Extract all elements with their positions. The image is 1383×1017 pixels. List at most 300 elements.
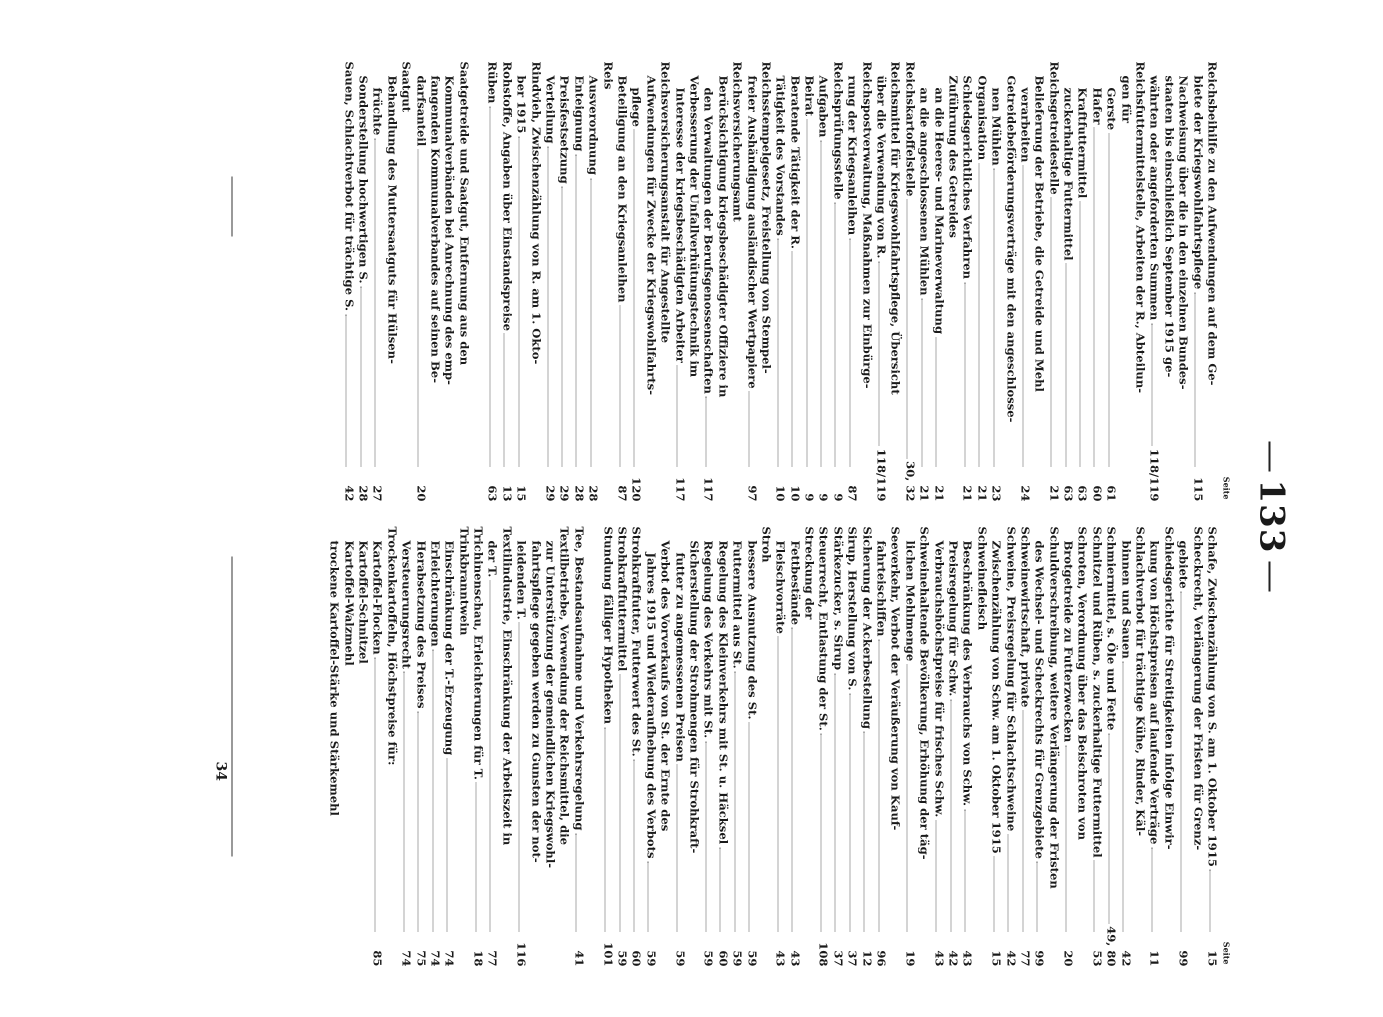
index-entry	[1148, 527, 1162, 967]
entry-page: 23	[989, 485, 1004, 502]
entry-page: 15	[514, 485, 529, 502]
index-entry	[1148, 62, 1162, 502]
index-entry	[1176, 527, 1190, 967]
index-entry	[1018, 527, 1032, 967]
entry-page: 9	[831, 493, 846, 502]
entry-page: 99	[1176, 950, 1191, 967]
leader-dots	[1195, 292, 1196, 466]
index-entry	[572, 62, 586, 502]
footer-rules	[222, 177, 242, 857]
entry-text: Strohkraftfuttermittel	[615, 526, 630, 672]
entry-text: Zuführung des Getreides	[946, 75, 961, 238]
leader-dots	[979, 163, 980, 466]
entry-text: Futtermittel aus St.	[730, 540, 745, 669]
index-entry	[673, 62, 687, 502]
entry-text: Schiedsgerichte für Streitigkeiten infolge Einwir-	[1162, 526, 1177, 850]
leader-dots	[964, 809, 965, 931]
index-entry	[989, 62, 1003, 502]
entry-page: 41	[572, 950, 587, 967]
entry-text: Interesse der kriegsbeschädigten Arbeiter	[673, 87, 688, 363]
entry-text: Belieferung der Betriebe, die Getreide und Mehl	[1032, 75, 1047, 392]
entry-page: 28	[572, 485, 587, 502]
leader-dots	[806, 119, 807, 466]
entry-text: über die Verwendung von R.	[874, 75, 889, 259]
entry-text: Preisfestsetzung	[557, 75, 572, 184]
scanned-page	[0, 17, 1367, 1017]
entry-page: 117	[673, 477, 688, 502]
entry-page: 43	[788, 950, 803, 967]
entry-page: 13	[500, 485, 515, 502]
entry-text: biete der Kriegswohlfahrtspflege	[1191, 75, 1206, 290]
leader-dots	[1051, 198, 1052, 467]
index-entry	[716, 527, 730, 967]
index-entry	[1104, 527, 1118, 967]
entry-text: der T.	[485, 540, 500, 578]
leader-dots	[475, 783, 476, 932]
entry-text: den Verwaltungen der Berufsgenossenschaften	[701, 87, 716, 394]
index-entry	[1061, 527, 1075, 967]
index-entry	[529, 527, 543, 967]
index-entry	[946, 62, 960, 502]
entry-text: Reichsbeihilfe zu den Aufwendungen auf dem Ge-	[1205, 61, 1220, 386]
entry-page: 77	[1018, 950, 1033, 967]
index-entry	[946, 527, 960, 967]
leader-dots	[633, 760, 634, 932]
entry-page: 115	[1191, 477, 1206, 502]
leader-dots	[1108, 733, 1109, 923]
left-entries	[342, 62, 1220, 502]
entry-text: Herabsetzung des Preises	[414, 540, 429, 709]
entry-text: Brotgetreide zu Futterzwecken	[1061, 540, 1076, 743]
leader-dots	[907, 199, 908, 458]
entry-text: staaten bis einschließlich September 1915 ge-	[1162, 75, 1177, 378]
index-entry	[500, 527, 514, 967]
leader-dots	[605, 727, 606, 931]
entry-text: Schiedsgerichtliches Verfahren	[960, 75, 975, 280]
entry-text: Trichinenschau, Erleichterungen für T.	[471, 526, 486, 780]
entry-text: Schroten, Verordnung über das Beischroten von	[1076, 526, 1090, 841]
entry-page: 29	[543, 485, 558, 502]
leader-dots	[1022, 165, 1023, 466]
entry-text: Behandlung des Muttersaatguts für Hülsen-	[385, 75, 400, 364]
entry-page: 63	[485, 485, 500, 502]
index-entry	[558, 62, 572, 502]
leader-dots	[1094, 861, 1095, 932]
entry-text: Jahres 1915 und Wiederaufhebung des Verbots	[644, 552, 659, 859]
entry-text: Aufwendungen für Zwecke der Kriegswohlfahrts-	[644, 75, 659, 396]
leader-dots	[1080, 201, 1081, 466]
index-entry	[1191, 62, 1205, 502]
entry-text: fangenden Kommunalverbandes auf seinen Be-	[428, 75, 443, 384]
entry-page: 10	[788, 485, 803, 502]
entry-text: verarbeiten	[1018, 87, 1033, 163]
index-entry	[1047, 527, 1061, 967]
index-entry	[1191, 527, 1205, 967]
leader-dots	[1152, 323, 1153, 446]
entry-text: Reichsversicherungsanstalt für Angestellte	[658, 61, 673, 343]
leader-dots	[432, 650, 433, 932]
entry-text: Kartoffel-Walzmehl	[342, 540, 357, 666]
entry-text: Schweinefleisch	[975, 526, 990, 631]
entry-page: 59	[745, 950, 759, 967]
index-entry	[1061, 62, 1075, 502]
index-entry	[1047, 62, 1061, 502]
entry-page: 24	[1018, 485, 1033, 502]
entry-text: fahrtspflege gegeben werden zu Gunsten der not-	[529, 540, 544, 863]
entry-text: Steuerrecht, Entlastung der St.	[816, 526, 831, 731]
index-entry	[399, 62, 413, 502]
leader-dots	[576, 833, 577, 931]
index-entry	[486, 527, 500, 967]
entry-text: Fleischvorräte	[773, 540, 788, 634]
leader-dots	[562, 187, 563, 467]
entry-text: Schweine, Preisregelung für Schlachtschweine	[1004, 526, 1019, 832]
index-entry	[701, 62, 715, 502]
entry-page: 43	[960, 950, 975, 967]
leader-dots	[1108, 133, 1109, 466]
leader-dots	[403, 672, 404, 932]
entry-page: 87	[615, 485, 630, 502]
entry-page: 101	[601, 942, 616, 967]
entry-page: 11	[1147, 950, 1162, 967]
entry-page: 75	[414, 950, 429, 967]
entry-text: Reichskartoffelstelle	[903, 61, 918, 197]
entry-page: 87	[845, 485, 860, 502]
entry-page: 21	[932, 485, 947, 502]
index-entry	[342, 62, 356, 502]
entry-page: 15	[1205, 950, 1220, 967]
leader-dots	[576, 154, 577, 466]
leader-dots	[878, 639, 879, 931]
entry-page: 74	[428, 950, 443, 967]
entry-text: Tätigkeit des Vorstandes	[773, 75, 788, 236]
leader-dots	[749, 392, 750, 467]
index-entry	[687, 527, 701, 967]
index-entry	[601, 62, 615, 502]
index-entry	[860, 527, 874, 967]
entry-text: Rüben	[485, 61, 500, 104]
leader-dots	[835, 673, 836, 931]
entry-text: Verbrauchshöchstpreise für frisches Schw.	[932, 540, 947, 818]
index-entry	[1162, 62, 1176, 502]
entry-text: Schlachtverbot für trächtige Kühe, Rinder, Käl-	[1133, 526, 1148, 837]
entry-text: binnen und Sauen	[1119, 540, 1134, 659]
index-entry	[414, 527, 428, 967]
entry-text: Sicherung der Ackerbestellung	[860, 526, 875, 729]
index-entry	[831, 527, 845, 967]
index-entry	[745, 62, 759, 502]
index-entry	[586, 62, 600, 502]
index-entry	[1133, 527, 1147, 967]
entry-page: 42	[342, 485, 357, 502]
index-entry	[514, 62, 528, 502]
entry-text: freier Aushändigung ausländischer Wertpapiere	[745, 75, 759, 389]
entry-page: 20	[1061, 950, 1076, 967]
entry-text: Beirat	[802, 75, 817, 117]
index-entry	[529, 62, 543, 502]
entry-text: Sauen, Schlachtverbot für trächtige S.	[342, 61, 357, 312]
leader-dots	[936, 337, 937, 466]
index-entry	[889, 527, 903, 967]
entry-text: kung von Höchstpreisen auf laufende Verträge	[1147, 540, 1162, 845]
right-entries	[327, 527, 1219, 967]
leader-dots	[993, 169, 994, 467]
entry-text: Reichsstempelgesetz, Freistellung von Stempel-	[759, 61, 774, 374]
leader-dots	[677, 765, 678, 932]
leader-dots	[849, 693, 850, 931]
leader-dots	[1065, 745, 1066, 931]
index-entry	[414, 62, 428, 502]
entry-page: 77	[485, 950, 500, 967]
entry-text: Reichsmittel für Kriegswohlfahrtspflege, Übersicht	[888, 61, 903, 395]
entry-text: Kartoffel-Schnitzel	[356, 540, 371, 664]
entry-text: Aufgaben	[816, 75, 831, 138]
entry-text: Fettbestände	[788, 540, 803, 625]
index-entry	[802, 62, 816, 502]
entry-page: 108	[816, 942, 831, 967]
entry-text: Reichsprüfungsstelle	[831, 61, 846, 200]
index-entry	[1090, 527, 1104, 967]
entry-page: 63	[1061, 485, 1076, 502]
entry-text: Seeverkehr, Verbot der Veräußerung von Kauf-	[888, 526, 903, 831]
index-entry	[1205, 527, 1219, 967]
entry-page: 10	[773, 485, 788, 502]
entry-text: früchte	[370, 87, 385, 136]
entry-text: leidenden T.	[514, 540, 529, 620]
index-entry	[860, 62, 874, 502]
entry-text: Schafe, Zwischenzählung von S. am 1. Oktober 1915	[1205, 526, 1220, 867]
entry-page: 60	[629, 950, 644, 967]
index-entry	[874, 62, 888, 502]
index-entry	[989, 527, 1003, 967]
index-entry	[356, 62, 370, 502]
leader-dots	[777, 637, 778, 932]
index-entry	[773, 527, 787, 967]
index-entry	[1176, 62, 1190, 502]
index-entry	[428, 527, 442, 967]
leader-dots	[633, 130, 634, 467]
entry-text: Rindvieh, Zwischenzählung von R. am 1. Okto-	[529, 61, 544, 365]
index-entry	[960, 527, 974, 967]
entry-text: zur Unterstützung der gemeindlichen Kriegswohl-	[543, 540, 558, 869]
entry-page: 59	[701, 950, 716, 967]
entry-text: Sonderstellung hochwertigen S.	[356, 75, 371, 284]
entry-page: 43	[773, 950, 788, 967]
leader-dots	[777, 239, 778, 467]
index-entry	[831, 62, 845, 502]
entry-text: Sirup, Herstellung von S.	[845, 526, 860, 691]
entry-page: 37	[845, 950, 860, 967]
index-column-right	[327, 527, 1231, 967]
entry-text: lichen Mehlmenge	[903, 540, 918, 662]
index-entry	[385, 527, 399, 967]
leader-dots	[936, 820, 937, 931]
leader-dots	[446, 758, 447, 931]
page-number-dash-left	[1269, 442, 1271, 472]
entry-text: Beschränkung des Verbrauchs von Schw.	[960, 540, 975, 807]
index-entry	[658, 62, 672, 502]
entry-page: 116	[514, 942, 529, 967]
entry-page: 61	[1104, 485, 1119, 502]
entry-text: Strohkraftfutter, Futterwert des St.	[629, 526, 644, 757]
leader-dots	[360, 287, 361, 467]
entry-page: 27	[370, 485, 385, 502]
entry-text: Stundung fälliger Hypotheken	[601, 526, 616, 725]
index-entry	[932, 527, 946, 967]
entry-page: 60	[716, 950, 731, 967]
index-entry	[1018, 62, 1032, 502]
index-entry	[745, 527, 759, 967]
index-entry	[356, 527, 370, 967]
leader-dots	[792, 252, 793, 467]
leader-dots	[705, 397, 706, 467]
entry-text: Rohstoffe, Angaben über Einstandspreise	[500, 61, 515, 331]
index-entry	[1032, 527, 1046, 967]
index-entry	[802, 527, 816, 967]
entry-text: ber 1915	[514, 75, 529, 134]
entry-text: Scheckrecht, Verlängerung der Fristen für Grenz-	[1191, 526, 1206, 851]
leader-dots	[518, 623, 519, 932]
entry-text: Regelung des Verkehrs mit St.	[701, 540, 716, 739]
index-entry	[1032, 62, 1046, 502]
entry-text: des Wechsel- und Scheckrechts für Grenzgebiete	[1032, 540, 1047, 859]
index-entry	[960, 62, 974, 502]
index-entry	[644, 527, 658, 967]
index-entry	[730, 527, 744, 967]
leader-dots	[705, 741, 706, 931]
entry-text: Beteiligung an den Kriegsanleihen	[615, 75, 630, 303]
entry-page: 63	[1076, 485, 1090, 502]
leader-dots	[821, 734, 822, 932]
entry-page: 21	[917, 485, 932, 502]
index-entry	[457, 527, 471, 967]
index-entry	[601, 527, 615, 967]
leader-dots	[993, 857, 994, 932]
entry-text: Stroh	[759, 526, 774, 563]
index-entry	[644, 62, 658, 502]
entry-page: 117	[701, 477, 716, 502]
entry-text: Kartoffel-Flocken	[370, 540, 385, 655]
index-entry	[1004, 62, 1018, 502]
leader-dots	[835, 203, 836, 467]
entry-text: Verteilung	[543, 75, 558, 144]
index-entry	[615, 527, 629, 967]
entry-text: Enteignung	[572, 75, 587, 152]
leader-dots	[1094, 127, 1095, 466]
leader-dots	[504, 334, 505, 467]
entry-text: Reichsgetreidestelle	[1047, 61, 1062, 195]
index-entry	[370, 527, 384, 967]
entry-text: Schweinehaltende Bevölkerung, Erhöhung der täg-	[917, 526, 932, 860]
index-entry	[687, 62, 701, 502]
index-entry	[327, 527, 341, 967]
entry-text: Sicherstellung der Strohmengen für Strohkraft-	[687, 540, 702, 854]
entry-page: 60	[1090, 485, 1105, 502]
entry-text: pflege	[629, 87, 644, 127]
page-number: 133	[1251, 479, 1292, 554]
leader-dots	[1123, 662, 1124, 932]
leader-dots	[490, 580, 491, 931]
index-entry	[428, 62, 442, 502]
entry-text: Ausverordnung	[586, 75, 601, 176]
index-entry	[975, 527, 989, 967]
index-entry	[773, 62, 787, 502]
leader-dots	[921, 299, 922, 467]
index-entry	[615, 62, 629, 502]
entry-page: 28	[356, 485, 371, 502]
index-entry	[543, 527, 557, 967]
column-header-left: Seite	[1221, 476, 1232, 500]
entry-text: Schuldverschreibung, weitere Verlängerung der Fristen	[1047, 526, 1062, 889]
index-entry	[399, 527, 413, 967]
leader-dots	[490, 106, 491, 466]
index-entry	[471, 527, 485, 967]
entry-text: Textilbetriebe, Verwendung der Reichsmittel, die	[557, 526, 572, 846]
entry-text: Nachweisung über die in den einzelnen Bundes-	[1176, 75, 1191, 390]
entry-page: 59	[730, 950, 745, 967]
entry-page: 21	[960, 485, 975, 502]
entry-page: 120	[629, 477, 644, 502]
entry-page: 59	[615, 950, 630, 967]
leader-dots	[720, 847, 721, 931]
index-entry	[788, 62, 802, 502]
entry-page: 49, 80	[1104, 926, 1119, 967]
leader-dots	[619, 306, 620, 467]
entry-text: Stärkezucker, s. Sirup	[831, 526, 846, 671]
entry-text: Gerste	[1104, 87, 1119, 131]
index-entry	[788, 527, 802, 967]
index-entry	[1004, 527, 1018, 967]
leader-dots	[1180, 592, 1181, 932]
leader-dots	[1065, 264, 1066, 467]
entry-page: 37	[831, 950, 846, 967]
leader-dots	[1036, 862, 1037, 932]
entry-text: Reichsversicherungsamt	[730, 61, 745, 222]
entry-page: 118/119	[1147, 448, 1162, 502]
index-entry	[370, 62, 384, 502]
entry-page: 21	[1047, 485, 1062, 502]
leader-dots	[374, 658, 375, 932]
entry-page: 28	[586, 485, 601, 502]
leader-dots	[1209, 870, 1210, 932]
entry-page: 42	[1119, 950, 1134, 967]
entry-page: 74	[399, 950, 414, 967]
leader-dots	[346, 314, 347, 466]
index-entry	[716, 62, 730, 502]
entry-page: 59	[673, 950, 688, 967]
leader-dots	[734, 672, 735, 932]
index-entry	[471, 62, 485, 502]
index-entry	[658, 527, 672, 967]
entry-text: Reis	[601, 61, 616, 90]
leader-dots	[878, 261, 879, 445]
entry-text: Reichsfuttermittelstelle, Arbeiten der R., Abteilun-	[1133, 61, 1148, 394]
index-entry	[486, 62, 500, 502]
index-entry	[1076, 62, 1090, 502]
index-entry	[845, 62, 859, 502]
entry-text: Kommunalverbänden bei Anrechnung des emp-	[442, 75, 457, 385]
entry-text: Preisregelung für Schw.	[946, 540, 961, 697]
index-entry	[817, 527, 831, 967]
entry-text: Streckung der	[802, 526, 817, 620]
index-entry	[874, 527, 888, 967]
entry-text: Schnitzel und Rüben, s. zuckerhaltige Futtermittel	[1090, 526, 1105, 858]
entry-text: Trockenkartoffeln, Höchstpreise für:	[385, 526, 400, 766]
index-entry	[975, 62, 989, 502]
leader-dots	[374, 138, 375, 466]
index-entry	[457, 62, 471, 502]
entry-text: währten oder angeforderten Summen	[1147, 75, 1162, 321]
